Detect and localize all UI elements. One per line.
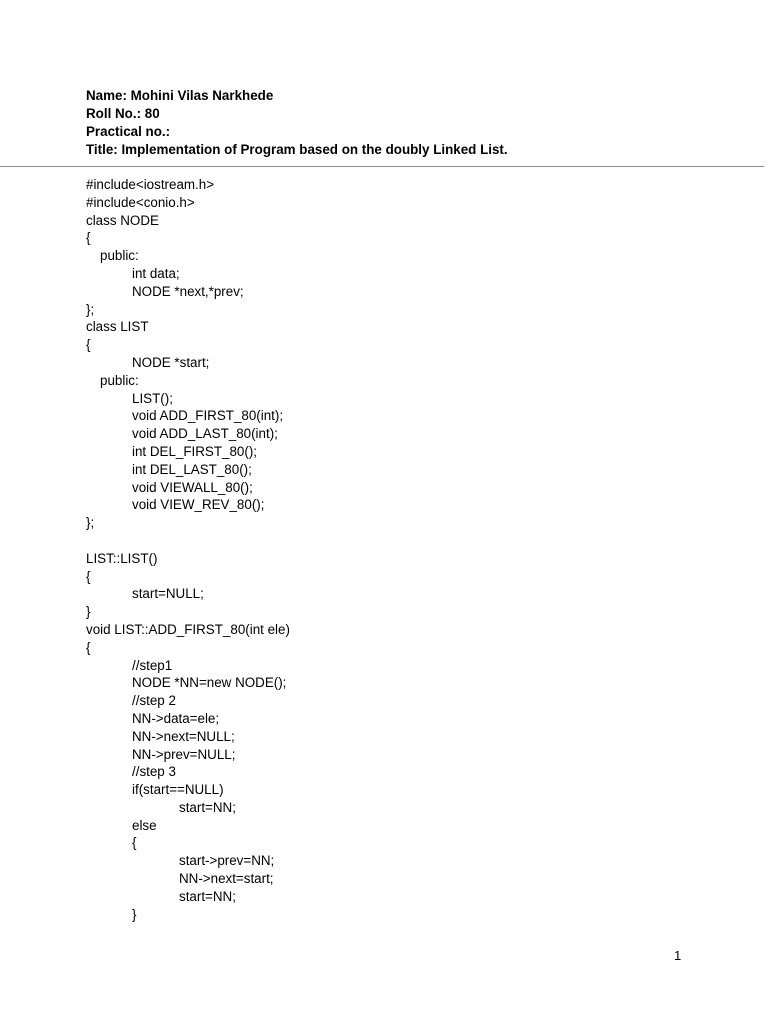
practical-title: Title: Implementation of Program based on the doubly Linked List. [86,142,508,157]
practical-number: Practical no.: [86,124,171,139]
code-line: void VIEW_REV_80(); [132,497,265,513]
code-line: { [86,337,91,353]
code-line: public: [100,372,139,388]
code-line: NODE *NN=new NODE(); [132,675,287,691]
code-line: } [132,906,137,922]
code-line: else [132,817,157,833]
code-line: int data; [132,265,180,281]
code-listing [86,176,726,923]
code-line: LIST(); [132,390,173,406]
code-line: NN->next=NULL; [132,728,235,744]
code-line: class LIST [86,319,149,335]
code-line: //step1 [132,657,173,673]
student-name: Name: Mohini Vilas Narkhede [86,88,274,103]
code-line: #include<conio.h> [86,194,195,210]
code-line: { [86,568,91,584]
code-line: }; [86,301,95,317]
code-line: LIST::LIST() [86,550,158,566]
page-number: 1 [674,948,682,963]
code-line: void LIST::ADD_FIRST_80(int ele) [86,621,290,637]
code-line: if(start==NULL) [132,782,224,798]
code-line: start=NN; [179,888,236,904]
code-line: NN->data=ele; [132,710,220,726]
code-line: start=NULL; [132,586,204,602]
code-line: } [86,604,91,620]
code-line: NN->prev=NULL; [132,746,236,762]
code-line: void ADD_FIRST_80(int); [132,408,284,424]
code-line: //step 3 [132,764,176,780]
code-line: { [132,835,137,851]
code-line: NN->next=start; [179,871,274,887]
code-line: void VIEWALL_80(); [132,479,253,495]
roll-number: Roll No.: 80 [86,106,160,121]
code-line: #include<iostream.h> [86,177,215,192]
code-line: { [86,230,91,246]
code-line: NODE *next,*prev; [132,283,244,299]
header-divider [0,166,764,167]
code-line: start->prev=NN; [179,853,275,869]
code-line: //step 2 [132,693,176,709]
code-line: int DEL_LAST_80(); [132,461,252,477]
code-line: }; [86,515,95,531]
code-line: NODE *start; [132,354,210,370]
code-line: { [86,639,91,655]
document-header [86,87,726,159]
code-line: start=NN; [179,799,236,815]
code-line: public: [100,248,139,264]
code-line: int DEL_FIRST_80(); [132,443,258,459]
code-line: class NODE [86,212,159,228]
code-line [86,532,726,550]
code-line: void ADD_LAST_80(int); [132,426,278,442]
